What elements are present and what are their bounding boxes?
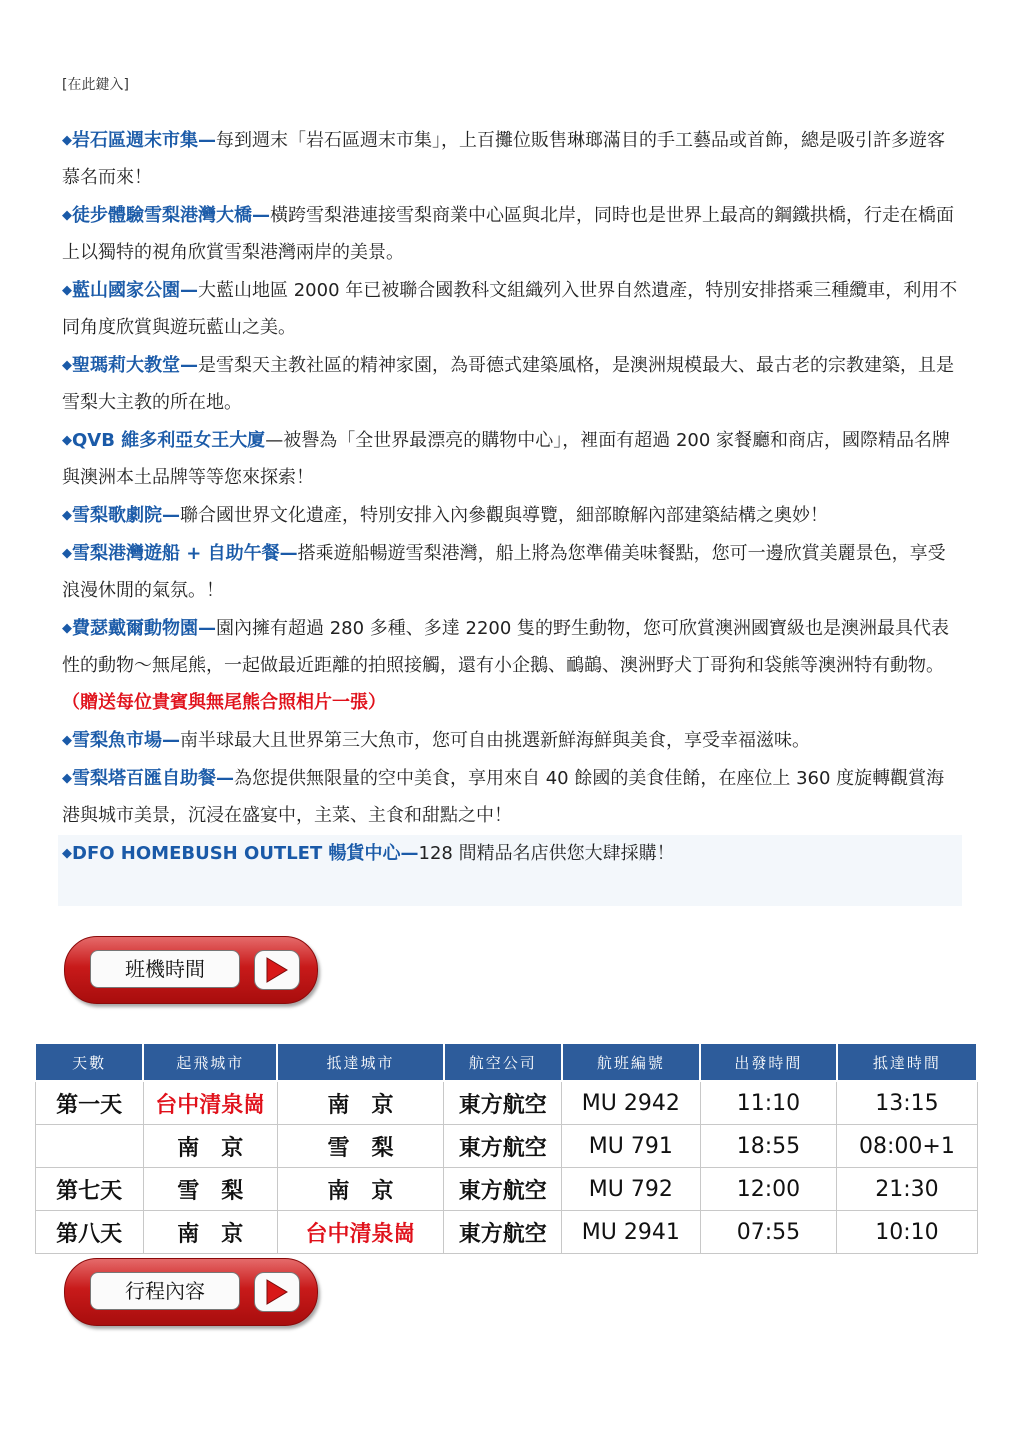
attraction-description: 南半球最大且世界第三大魚市，您可自由挑選新鮮海鮮與美食，享受幸福滋味。 [180,730,810,751]
attraction-name: 雪梨港灣遊船 + 自助午餐— [72,543,298,564]
attraction-description: 搭乘遊船暢遊雪梨港灣，船上將為您準備美味餐點，您可一邊欣賞美麗景色，享受浪漫休閒的氣氛。！ [62,543,946,601]
day-cell: 第一天 [35,1081,143,1125]
attraction-name: 雪梨魚市場— [72,730,180,751]
attraction-name: 聖瑪莉大教堂— [72,355,198,376]
column-header: 抵達時間 [837,1043,977,1081]
attraction-name: QVB 維多利亞女王大廈 [72,430,266,451]
attraction-description: 聯合國世界文化遺產，特別安排入內參觀與導覽，細部瞭解內部建築結構之奧妙！ [180,505,828,526]
arrival-time-cell: 10:10 [837,1211,977,1254]
arrival-city-cell: 南 京 [277,1168,444,1211]
bullet-icon: ◆ [62,283,72,298]
attraction-item [62,197,962,271]
attraction-item [62,760,962,834]
attraction-item [62,497,962,534]
attraction-description: 為您提供無限量的空中美食，享用來自 40 餘國的美食佳餚，在座位上 360 度旋轉觀賞海港與城市美景，沉浸在盛宴中，主菜、主食和甜點之中！ [62,768,945,826]
bullet-icon: ◆ [62,846,72,861]
attraction-name: 藍山國家公園— [72,280,198,301]
arrival-city-cell: 雪 梨 [277,1125,444,1168]
table-row [35,1211,977,1254]
attraction-item [62,610,962,721]
flight-number-cell: MU 791 [562,1125,700,1168]
departure-city-cell: 南 京 [143,1125,277,1168]
play-arrow-icon [254,1272,300,1312]
gift-note: （贈送每位貴賓與無尾熊合照相片一張） [62,692,386,713]
attraction-item [62,272,962,346]
bullet-icon: ◆ [62,358,72,373]
day-cell: 第七天 [35,1168,143,1211]
bullet-icon: ◆ [62,621,72,636]
bullet-icon: ◆ [62,546,72,561]
table-row [35,1125,977,1168]
arrival-city-cell: 南 京 [277,1081,444,1125]
column-header: 天數 [35,1043,143,1081]
arrival-time-cell: 13:15 [837,1081,977,1125]
column-header: 航班編號 [562,1043,700,1081]
flight-number-cell: MU 792 [562,1168,700,1211]
attraction-name: 雪梨歌劇院— [72,505,180,526]
header-placeholder: [在此鍵入] [62,77,129,93]
table-row [35,1168,977,1211]
attraction-name: 費瑟戴爾動物園— [72,618,216,639]
attraction-description: 每到週末「岩石區週末市集」，上百攤位販售琳瑯滿目的手工藝品或首飾，總是吸引許多遊客慕名而來！ [62,130,945,188]
flight-number-cell: MU 2942 [562,1081,700,1125]
attraction-description: 是雪梨天主教社區的精神家園，為哥德式建築風格，是澳洲規模最大、最古老的宗教建築，且是雪梨大主教的所在地。 [62,355,954,413]
attraction-item [62,122,962,196]
attraction-description: 橫跨雪梨港連接雪梨商業中心區與北岸，同時也是世界上最高的鋼鐵拱橋，行走在橋面上以獨特的視角欣賞雪梨港灣兩岸的美景。 [62,205,954,263]
attraction-item [58,835,962,906]
flight-number-cell: MU 2941 [562,1211,700,1254]
column-header: 抵達城市 [277,1043,444,1081]
bullet-icon: ◆ [62,733,72,748]
banner-label: 行程內容 [90,1272,240,1310]
departure-city-cell: 台中清泉崗 [143,1081,277,1125]
arrival-city-cell: 台中清泉崗 [277,1211,444,1254]
attraction-description: 大藍山地區 2000 年已被聯合國教科文組織列入世界自然遺產，特別安排搭乘三種纜車，利用不同角度欣賞與遊玩藍山之美。 [62,280,958,338]
attraction-description: —被譽為「全世界最漂亮的購物中心」，裡面有超過 200 家餐廳和商店，國際精品名牌與澳洲本土品牌等等您來探索！ [62,430,951,488]
airline-cell: 東方航空 [444,1211,562,1254]
column-header: 出發時間 [700,1043,837,1081]
bullet-icon: ◆ [62,771,72,786]
flight-times-banner [64,936,320,1006]
column-header: 起飛城市 [143,1043,277,1081]
attraction-name: 雪梨塔百匯自助餐— [72,768,234,789]
departure-time-cell: 18:55 [700,1125,837,1168]
bullet-icon: ◆ [62,433,72,448]
airline-cell: 東方航空 [444,1125,562,1168]
arrival-time-cell: 08:00+1 [837,1125,977,1168]
attraction-list [62,122,962,907]
departure-time-cell: 07:55 [700,1211,837,1254]
attraction-item [62,535,962,609]
attraction-item [62,422,962,496]
departure-time-cell: 12:00 [700,1168,837,1211]
arrival-time-cell: 21:30 [837,1168,977,1211]
flight-schedule-table [34,1042,978,1254]
attraction-description: 128 間精品名店供您大肆採購！ [418,843,675,864]
attraction-item [62,722,962,759]
day-cell [35,1125,143,1168]
day-cell: 第八天 [35,1211,143,1254]
itinerary-banner [64,1258,320,1328]
table-header-row [35,1043,977,1081]
departure-city-cell: 雪 梨 [143,1168,277,1211]
bullet-icon: ◆ [62,133,72,148]
banner-label: 班機時間 [90,950,240,988]
column-header: 航空公司 [444,1043,562,1081]
airline-cell: 東方航空 [444,1081,562,1125]
bullet-icon: ◆ [62,208,72,223]
attraction-name: 岩石區週末市集— [72,130,216,151]
attraction-item [62,347,962,421]
table-row [35,1081,977,1125]
airline-cell: 東方航空 [444,1168,562,1211]
play-arrow-icon [254,950,300,990]
attraction-name: DFO HOMEBUSH OUTLET 暢貨中心— [72,843,419,864]
departure-time-cell: 11:10 [700,1081,837,1125]
bullet-icon: ◆ [62,508,72,523]
attraction-name: 徒步體驗雪梨港灣大橋— [72,205,270,226]
attraction-description: 園內擁有超過 280 多種、多達 2200 隻的野生動物，您可欣賞澳洲國寶級也是澳洲最具代表性的動物～無尾熊，一起做最近距離的拍照接觸，還有小企鵝、鴯鶓、澳洲野犬丁哥狗和袋熊等澳洲特有動物。 [62,618,950,676]
departure-city-cell: 南 京 [143,1211,277,1254]
